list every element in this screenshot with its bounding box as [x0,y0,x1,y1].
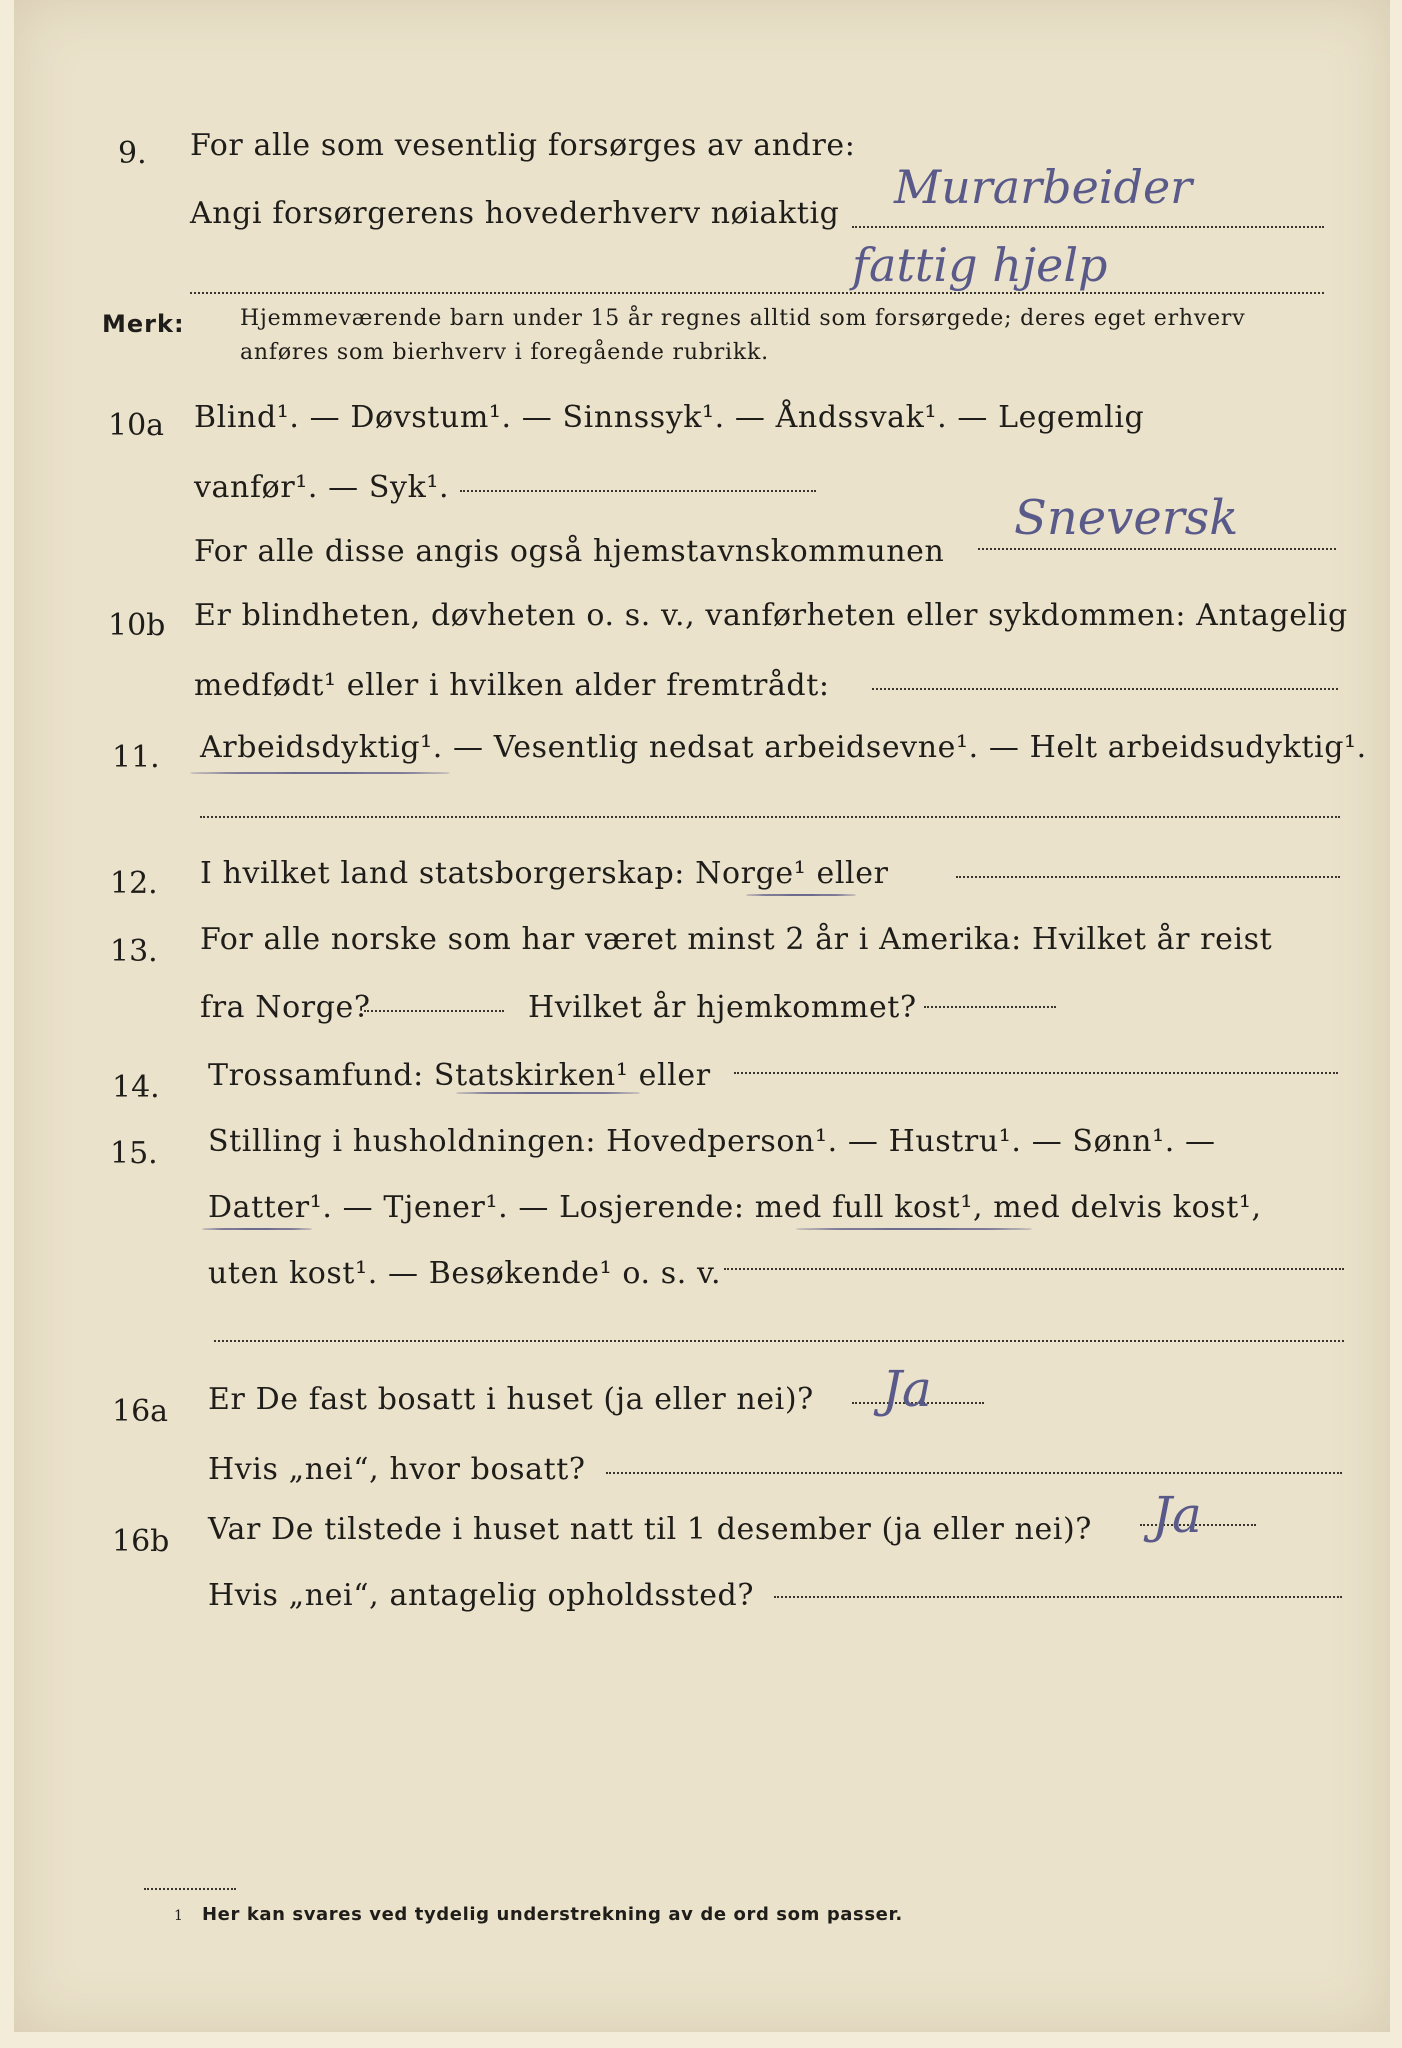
q15-answer-line [214,1340,1344,1342]
q16b-handwritten-answer: Ja [1152,1486,1202,1544]
q14-underline-statskirken [456,1092,640,1094]
q14-answer-line [734,1072,1338,1074]
q16a-handwritten-answer: Ja [882,1360,932,1418]
census-form-page [14,0,1390,2032]
q16a-number: 16a [112,1394,169,1429]
q10a-line1: Blind¹. — Døvstum¹. — Sinnssyk¹. — Åndssvak¹. — Legemlig [194,400,1145,435]
q10a-answer-line [978,548,1336,550]
q9-number: 9. [118,136,147,171]
q16b-line2-dots [774,1596,1342,1598]
q9-answer-line2 [190,292,1324,294]
q10b-line2: medfødt¹ eller i hvilken alder fremtrådt: [194,668,830,703]
q10b-line1: Er blindheten, døvheten o. s. v., vanførheten eller sykdommen: Antagelig [194,598,1348,633]
q10a-number: 10a [108,408,165,443]
q15-line1: Stilling i husholdningen: Hovedperson¹. — Hustru¹. — Sønn¹. — [208,1124,1216,1159]
footnote-marker: 1 [174,1908,184,1924]
q13-number: 13. [110,934,158,969]
q15-underline-datter [202,1228,312,1230]
q15-line3: uten kost¹. — Besøkende¹ o. s. v. [208,1256,722,1291]
q9-handwritten-answer1: Murarbeider [894,160,1193,214]
q11-answer-line [200,816,1340,818]
q10b-number: 10b [108,608,166,643]
q16a-line1: Er De fast bosatt i huset (ja eller nei)? [208,1382,814,1417]
q10a-line2: vanfør¹. — Syk¹. [194,470,450,505]
q13-line2a-dots [364,1010,504,1012]
q10a-handwritten-answer: Sneversk [1014,490,1239,546]
q15-line3-dots [724,1268,1344,1270]
q9-handwritten-answer2: fattig hjelp [852,238,1108,292]
q16b-line2: Hvis „nei“, antagelig opholdssted? [208,1578,755,1613]
q16b-line1: Var De tilstede i huset natt til 1 desember (ja eller nei)? [208,1512,1092,1547]
q13-line2a: fra Norge? [200,990,371,1025]
q16b-number: 16b [112,1524,170,1559]
q16a-line2-dots [606,1472,1342,1474]
q10b-line2-dots [872,688,1338,690]
q15-underline-full-kost [796,1228,1032,1230]
q11-line1: Arbeidsdyktig¹. — Vesentlig nedsat arbeidsevne¹. — Helt arbeidsudyktig¹. [200,730,1367,765]
q12-number: 12. [110,866,158,901]
q14-line1: Trossamfund: Statskirken¹ eller [208,1058,711,1093]
q14-number: 14. [112,1070,160,1105]
q13-line2b: Hvilket år hjemkommet? [528,990,917,1025]
q10a-line2-dots [460,490,816,492]
q9-line1: For alle som vesentlig forsørges av andre: [190,128,856,163]
merk-label: Merk: [102,310,185,338]
q10a-line3: For alle disse angis også hjemstavnskommunen [194,534,945,569]
q12-underline-norge [746,894,856,896]
merk-line2: anføres som bierhverv i foregående rubrikk. [240,340,769,365]
footnote-rule [144,1888,236,1890]
q9-line2: Angi forsørgerens hovederhverv nøiaktig [190,196,840,231]
q11-number: 11. [112,740,160,775]
footnote-text: Her kan svares ved tydelig understrekning av de ord som passer. [202,1904,903,1925]
q15-line2: Datter¹. — Tjener¹. — Losjerende: med full kost¹, med delvis kost¹, [208,1190,1262,1225]
q13-line1: For alle norske som har været minst 2 år i Amerika: Hvilket år reist [200,922,1273,957]
q16a-line2: Hvis „nei“, hvor bosatt? [208,1452,586,1487]
q13-line2b-dots [924,1006,1056,1008]
q15-number: 15. [110,1136,158,1171]
q12-line1: I hvilket land statsborgerskap: Norge¹ eller [200,856,889,891]
q11-underline-arbeidsdyktig [190,772,450,774]
merk-line1: Hjemmeværende barn under 15 år regnes alltid som forsørgede; deres eget erhverv [240,306,1246,331]
q12-answer-line [956,876,1340,878]
q9-answer-line [852,226,1324,228]
